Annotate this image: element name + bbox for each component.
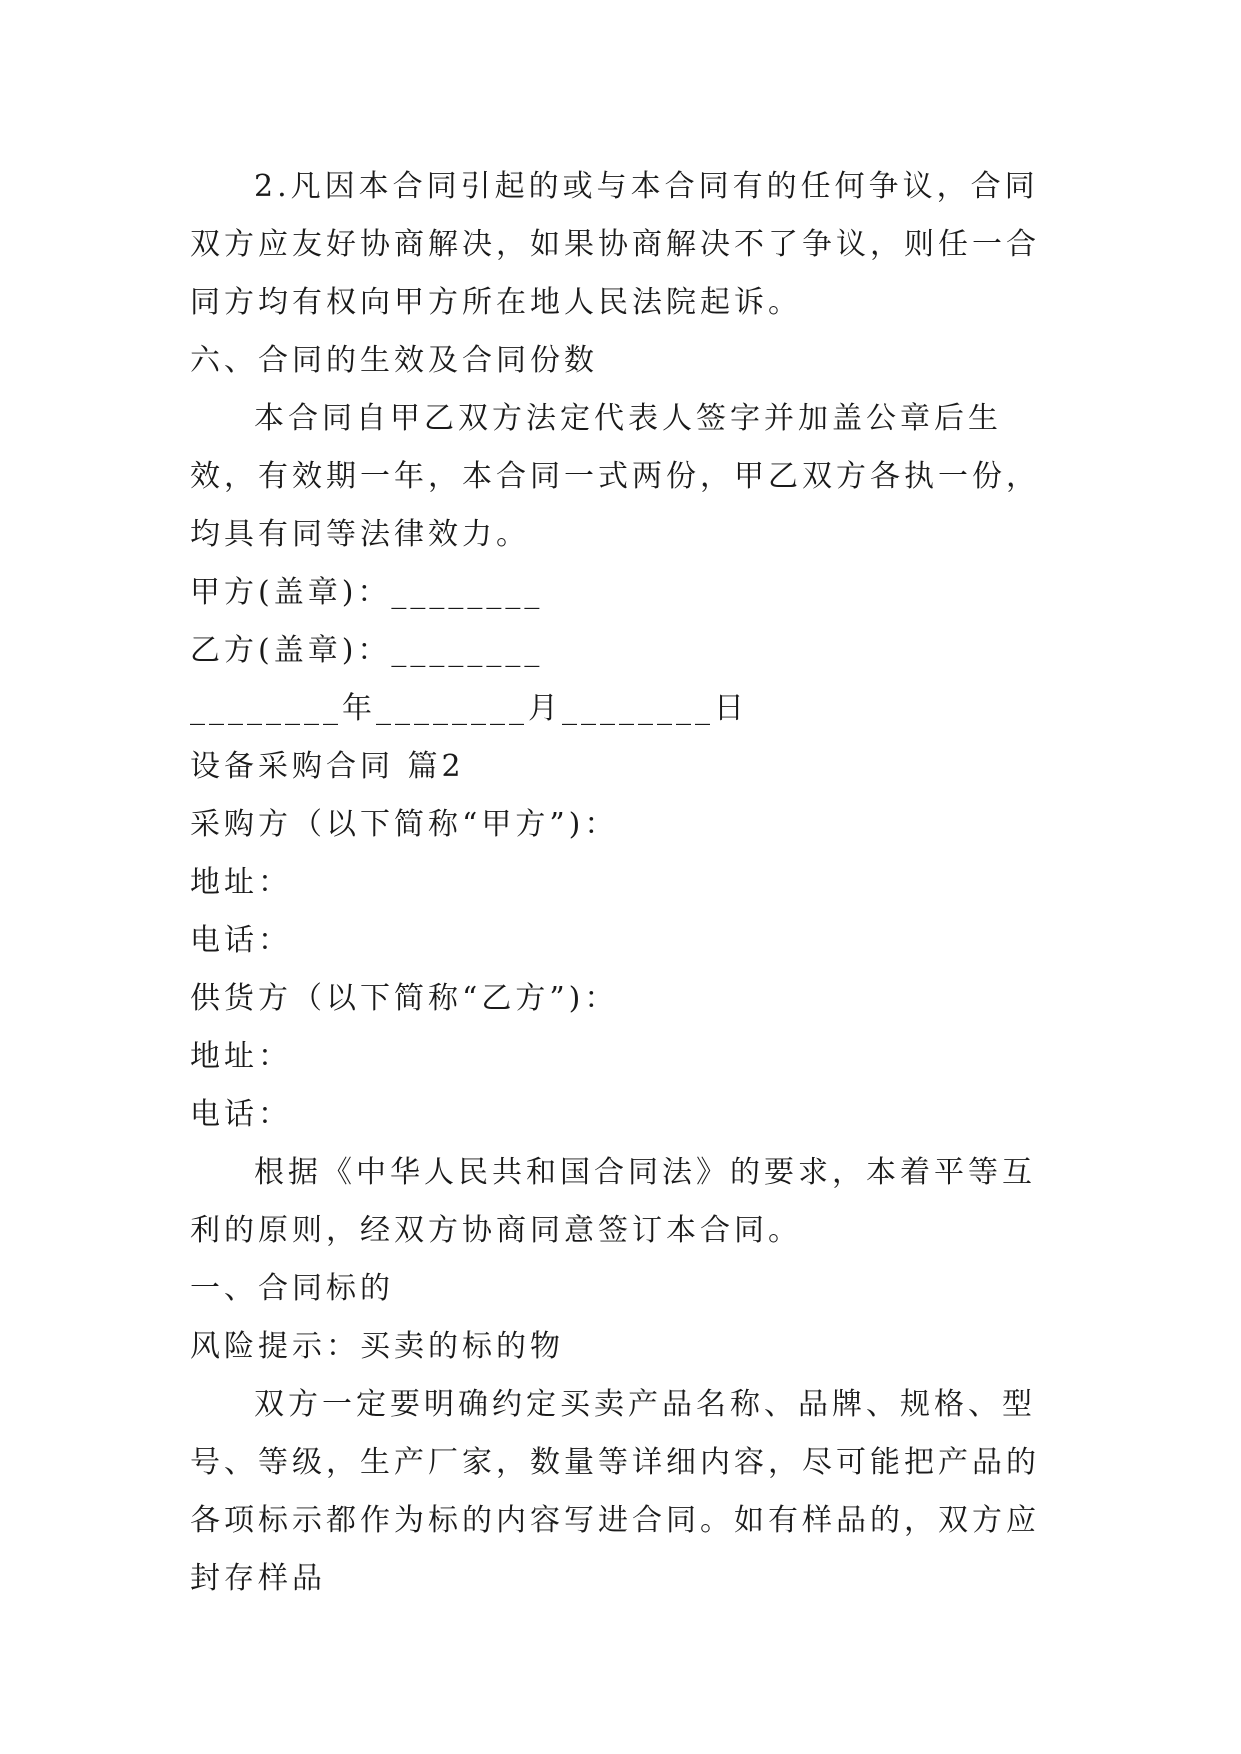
supplier-label: 供货方（以下简称“乙方”)：	[190, 981, 619, 1016]
purchaser-label: 采购方（以下简称“甲方”)：	[190, 807, 619, 842]
date-line: ________年________月________日	[190, 691, 748, 726]
party-a-seal-line: 甲方(盖章)：________	[190, 575, 544, 610]
section-heading-subject: 一、合同标的	[190, 1271, 394, 1306]
section-heading-effectiveness: 六、合同的生效及合同份数	[190, 343, 598, 378]
risk-warning-text: 双方一定要明确约定买卖产品名称、品牌、规格、型号、等级，生产厂家，数量等详细内容，尽可能把产品的各项标示都作为标的内容写进合同。如有样品的，双方应封存样品	[190, 1387, 1040, 1596]
clause-effectiveness: 本合同自甲乙双方法定代表人签字并加盖公章后生效，有效期一年，本合同一式两份，甲乙双方各执一份，均具有同等法律效力。	[190, 401, 1040, 552]
contract-title: 设备采购合同 篇2	[190, 749, 465, 784]
purchaser-address-label: 地址：	[190, 865, 292, 900]
risk-warning-heading: 风险提示：买卖的标的物	[190, 1329, 564, 1364]
purchaser-phone-label: 电话：	[190, 923, 292, 958]
supplier-phone-label: 电话：	[190, 1097, 292, 1132]
contract-preamble: 根据《中华人民共和国合同法》的要求，本着平等互利的原则，经双方协商同意签订本合同。	[190, 1155, 1036, 1248]
party-b-seal-line: 乙方(盖章)：________	[190, 633, 544, 668]
clause-dispute-resolution: 2.凡因本合同引起的或与本合同有的任何争议，合同双方应友好协商解决，如果协商解决不了争议，则任一合同方均有权向甲方所在地人民法院起诉。	[190, 169, 1040, 320]
document-body	[190, 158, 1060, 1608]
supplier-address-label: 地址：	[190, 1039, 292, 1074]
